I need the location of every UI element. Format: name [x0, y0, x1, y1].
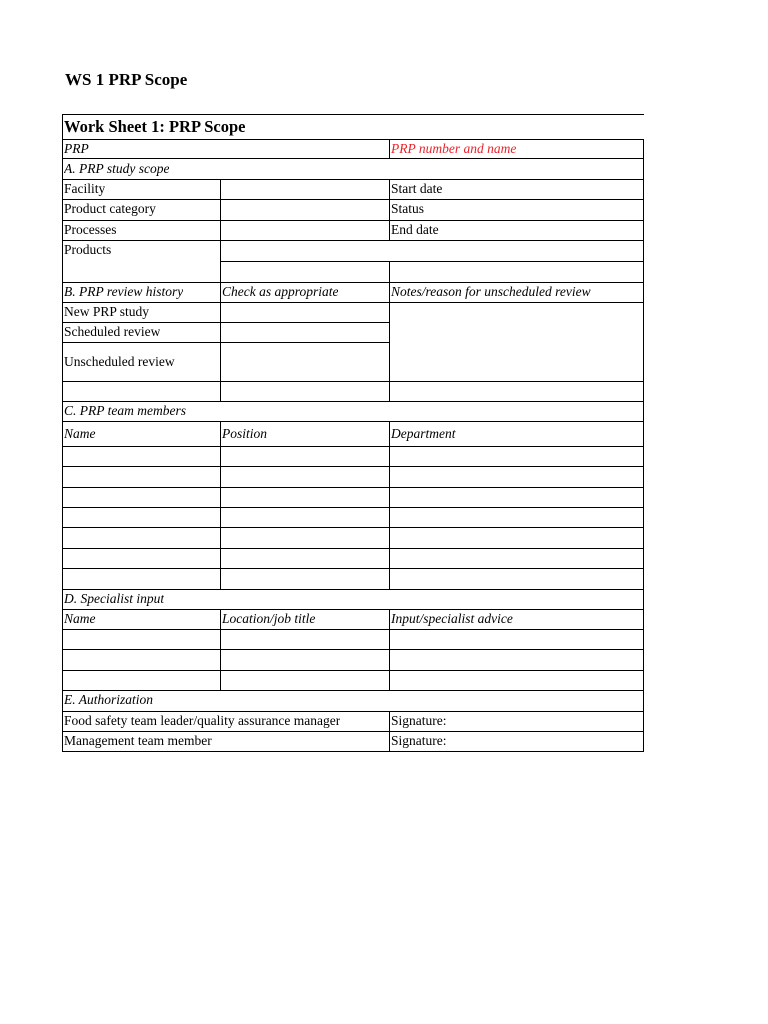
- prp-number-and-name-field[interactable]: PRP number and name: [391, 141, 517, 156]
- status-label: Status: [391, 201, 425, 216]
- section-b-heading: B. PRP review history: [64, 284, 184, 299]
- scheduled-review-label: Scheduled review: [64, 324, 161, 339]
- row-divider: [62, 629, 644, 630]
- specialist-location-column-header: Location/job title: [222, 611, 316, 626]
- row-divider: [62, 381, 644, 382]
- row-divider: [62, 342, 389, 343]
- row-divider: [62, 466, 644, 467]
- row-divider: [62, 527, 644, 528]
- row-divider: [62, 507, 644, 508]
- section-c-heading: C. PRP team members: [64, 403, 186, 418]
- row-divider: [62, 649, 644, 650]
- prp-label: PRP: [64, 141, 89, 156]
- section-d-heading: D. Specialist input: [64, 591, 165, 606]
- product-category-label: Product category: [64, 201, 156, 216]
- worksheet-title: Work Sheet 1: PRP Scope: [64, 117, 246, 136]
- authorization-role-label: Management team member: [64, 733, 212, 748]
- row-divider: [220, 261, 644, 262]
- table-left-border: [62, 114, 63, 752]
- signature-field[interactable]: Signature:: [391, 733, 447, 748]
- column-divider: [389, 179, 390, 241]
- table-right-border: [643, 139, 644, 752]
- column-divider: [220, 179, 221, 302]
- team-name-column-header: Name: [64, 426, 96, 441]
- signature-field[interactable]: Signature:: [391, 713, 447, 728]
- unscheduled-review-label: Unscheduled review: [64, 354, 175, 369]
- specialist-name-column-header: Name: [64, 611, 96, 626]
- column-divider: [220, 302, 221, 402]
- processes-label: Processes: [64, 222, 117, 237]
- section-e-heading: E. Authorization: [64, 692, 154, 707]
- new-prp-study-label: New PRP study: [64, 304, 150, 319]
- column-divider: [389, 421, 390, 589]
- row-divider: [62, 548, 644, 549]
- start-date-label: Start date: [391, 181, 443, 196]
- row-divider: [62, 421, 644, 422]
- row-divider: [62, 220, 644, 221]
- check-column-header: Check as appropriate: [222, 284, 339, 299]
- end-date-label: End date: [391, 222, 439, 237]
- facility-label: Facility: [64, 181, 106, 196]
- row-divider: [62, 302, 644, 303]
- products-label: Products: [64, 242, 112, 257]
- row-divider: [62, 179, 644, 180]
- row-divider: [62, 568, 644, 569]
- notes-column-header: Notes/reason for unscheduled review: [391, 284, 591, 299]
- section-a-heading: A. PRP study scope: [64, 161, 170, 176]
- column-divider: [220, 609, 221, 690]
- column-divider: [389, 711, 390, 752]
- team-department-column-header: Department: [391, 426, 456, 441]
- column-divider: [389, 261, 390, 402]
- authorization-role-label: Food safety team leader/quality assurance manager: [64, 713, 341, 728]
- row-divider: [62, 670, 644, 671]
- page-heading: WS 1 PRP Scope: [65, 70, 188, 89]
- row-divider: [62, 609, 644, 610]
- table-bottom-border: [62, 751, 644, 752]
- team-position-column-header: Position: [222, 426, 268, 441]
- column-divider: [389, 139, 390, 159]
- specialist-advice-column-header: Input/specialist advice: [391, 611, 513, 626]
- column-divider: [220, 421, 221, 589]
- column-divider: [389, 609, 390, 690]
- row-divider: [62, 240, 644, 241]
- row-divider: [62, 487, 644, 488]
- row-divider: [62, 446, 644, 447]
